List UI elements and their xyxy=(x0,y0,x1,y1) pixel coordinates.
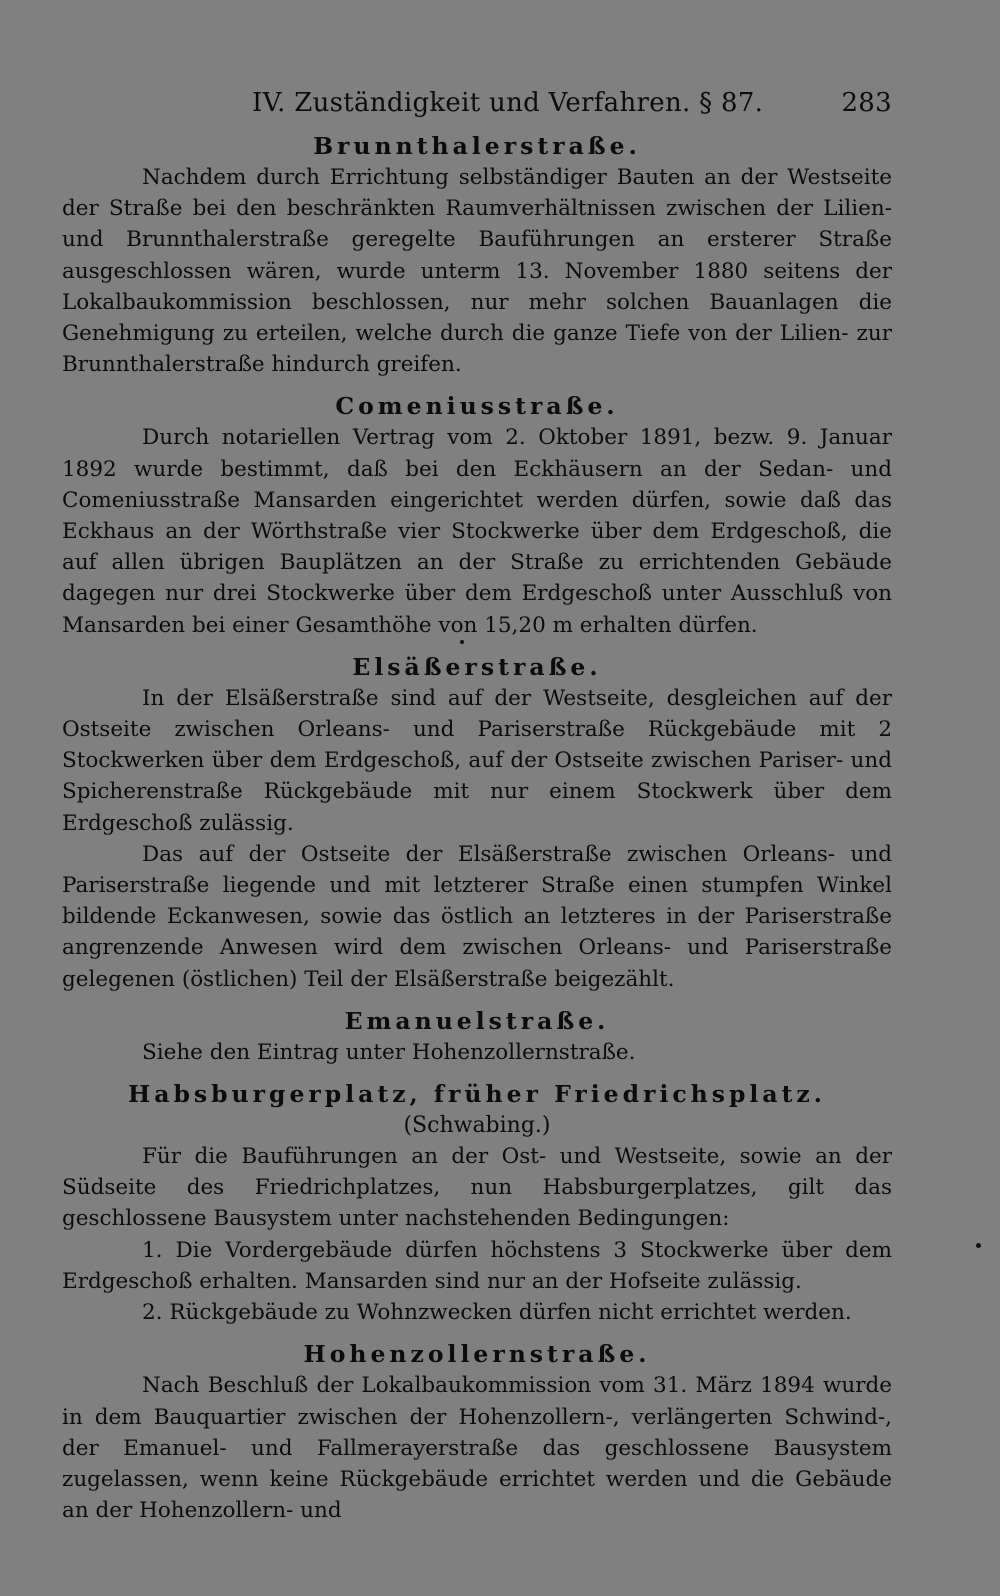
list-item: 1. Die Vordergebäude dürfen höchstens 3 Stockwerke über dem Erdgeschoß erhalten. Mansarden sind nur an der Hofseite zulässig. xyxy=(62,1237,892,1294)
paragraph: Nachdem durch Errichtung selbständiger Bauten an der Westseite der Straße bei den beschränkten Raumverhältnissen zwischen der Lilien- und Brunnthalerstraße geregelte Bauführungen an ersterer Straße ausgeschlossen wären, wurde unterm 13. November 1880 seitens der Lokalbaukommission beschlossen, nur mehr solchen Bauanlagen die Genehmigung zu erteilen, welche durch die ganze Tiefe von der Lilien- zur Brunnthalerstraße hindurch greifen. xyxy=(62,165,892,378)
list-item: 2. Rückgebäude zu Wohnzwecken dürfen nicht errichtet werden. xyxy=(142,1300,852,1326)
running-title: IV. Zuständigkeit und Verfahren. § 87. xyxy=(252,88,764,118)
section-heading-emanuelstrasse: Emanuelstraße. xyxy=(344,1006,610,1035)
scan-speck xyxy=(460,640,464,644)
section-heading-hohenzollernstrasse: Hohenzollernstraße. xyxy=(303,1340,651,1369)
section-heading-comeniusstrasse: Comeniusstraße. xyxy=(335,392,619,421)
paragraph: Das auf der Ostseite der Elsäßerstraße zwischen Orleans- und Pariserstraße liegende und mit letzterer Straße einen stumpfen Winkel bildende Eckanwesen, sowie das östlich an letzteres in der Pariserstraße angrenzende Anwesen wird dem zwischen Orleans- und Pariserstraße gelegenen (östlichen) Teil der Elsäßerstraße beigezählt. xyxy=(62,841,892,992)
section-heading-brunnthalerstrasse: Brunnthalerstraße. xyxy=(313,132,641,160)
paragraph: Siehe den Eintrag unter Hohenzollernstraße. xyxy=(142,1039,636,1065)
paragraph: Für die Bauführungen an der Ost- und Westseite, sowie an der Südseite des Friedrichplatzes, nun Habsburgerplatzes, gilt das geschlossene Bausystem unter nachstehenden Bedingungen: xyxy=(62,1144,892,1232)
page-number: 283 xyxy=(841,88,892,118)
section-subheading: (Schwabing.) xyxy=(403,1113,551,1139)
section-heading-habsburgerplatz: Habsburgerplatz, früher Friedrichsplatz. xyxy=(128,1080,826,1109)
running-header xyxy=(62,78,892,130)
section-heading-elsaesserstrasse: Elsäßerstraße. xyxy=(352,652,602,681)
paragraph: Nach Beschluß der Lokalbaukommission vom 31. März 1894 wurde in dem Bauquartier zwischen der Hohenzollern-, verlängerten Schwind-, der Emanuel- und Fallmerayerstraße das geschlossene Bausystem zugelassen, wenn keine Rückgebäude errichtet werden und die Gebäude an der Hohenzollern- und xyxy=(62,1373,892,1524)
paragraph: Durch notariellen Vertrag vom 2. Oktober 1891, bezw. 9. Januar 1892 wurde bestimmt, daß bei den Eckhäusern an der Sedan- und Comeniusstraße Mansarden eingerichtet werden dürfen, sowie daß das Eckhaus an der Wörthstraße vier Stockwerke über dem Erdgeschoß, die auf allen übrigen Bauplätzen an der Straße zu errichtenden Gebäude dagegen nur drei Stockwerke über dem Erdgeschoß unter Ausschluß von Mansarden bei einer Gesamthöhe von 15,20 m erhalten dürfen. xyxy=(62,425,892,638)
paragraph: In der Elsäßerstraße sind auf der Westseite, desgleichen auf der Ostseite zwischen Orleans- und Pariserstraße Rückgebäude mit 2 Stockwerken über dem Erdgeschoß, auf der Ostseite zwischen Pariser- und Spicherenstraße Rückgebäude mit nur einem Stockwerk über dem Erdgeschoß zulässig. xyxy=(62,685,892,836)
scan-speck xyxy=(976,1243,981,1248)
